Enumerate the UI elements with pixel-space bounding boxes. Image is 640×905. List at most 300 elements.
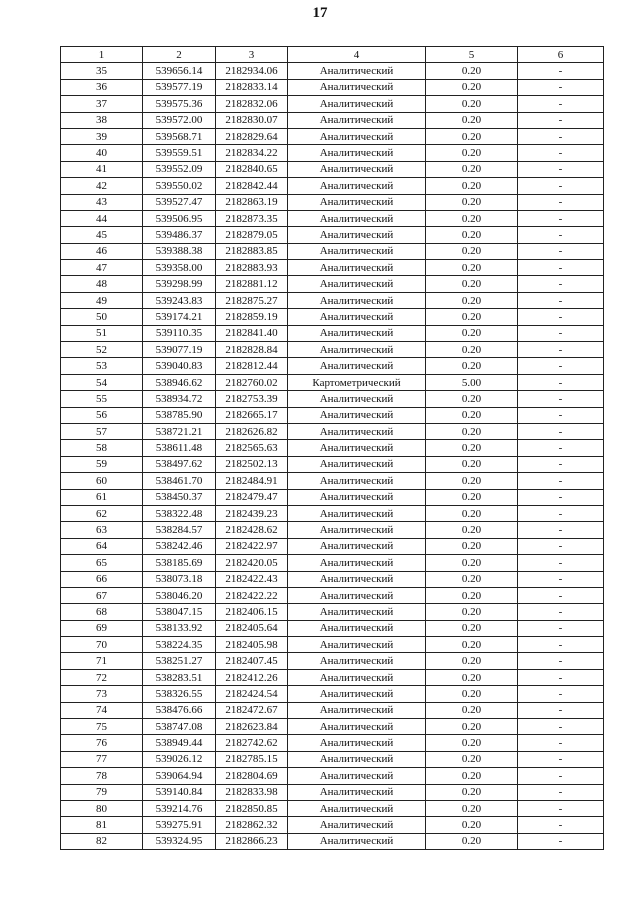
x-coordinate-cell: 539486.37 <box>143 227 216 243</box>
note-cell: - <box>518 440 604 456</box>
x-coordinate-cell: 538224.35 <box>143 637 216 653</box>
accuracy-cell: 0.20 <box>426 686 518 702</box>
note-cell: - <box>518 325 604 341</box>
table-row <box>61 522 604 538</box>
note-cell: - <box>518 128 604 144</box>
table-body <box>61 63 604 850</box>
x-coordinate-cell: 539110.35 <box>143 325 216 341</box>
y-coordinate-cell: 2182407.45 <box>216 653 288 669</box>
note-cell: - <box>518 391 604 407</box>
x-coordinate-cell: 539298.99 <box>143 276 216 292</box>
note-cell: - <box>518 292 604 308</box>
y-coordinate-cell: 2182405.98 <box>216 637 288 653</box>
accuracy-cell: 0.20 <box>426 210 518 226</box>
table-row <box>61 96 604 112</box>
accuracy-cell: 0.20 <box>426 325 518 341</box>
y-coordinate-cell: 2182665.17 <box>216 407 288 423</box>
accuracy-cell: 0.20 <box>426 194 518 210</box>
point-number-cell: 66 <box>61 571 143 587</box>
page-number: 17 <box>312 5 328 21</box>
table-row <box>61 833 604 849</box>
table-row <box>61 325 604 341</box>
accuracy-cell: 0.20 <box>426 833 518 849</box>
table-row <box>61 702 604 718</box>
y-coordinate-cell: 2182840.65 <box>216 161 288 177</box>
x-coordinate-cell: 539358.00 <box>143 260 216 276</box>
accuracy-cell: 0.20 <box>426 423 518 439</box>
method-cell: Аналитический <box>288 522 426 538</box>
point-number-cell: 35 <box>61 63 143 79</box>
table-row <box>61 587 604 603</box>
x-coordinate-cell: 539275.91 <box>143 817 216 833</box>
point-number-cell: 42 <box>61 178 143 194</box>
method-cell: Аналитический <box>288 243 426 259</box>
accuracy-cell: 0.20 <box>426 260 518 276</box>
column-header: 2 <box>143 47 216 63</box>
method-cell: Аналитический <box>288 768 426 784</box>
x-coordinate-cell: 539656.14 <box>143 63 216 79</box>
method-cell: Аналитический <box>288 440 426 456</box>
accuracy-cell: 0.20 <box>426 63 518 79</box>
point-number-cell: 43 <box>61 194 143 210</box>
y-coordinate-cell: 2182565.63 <box>216 440 288 456</box>
method-cell: Аналитический <box>288 96 426 112</box>
note-cell: - <box>518 423 604 439</box>
point-number-cell: 61 <box>61 489 143 505</box>
column-header: 5 <box>426 47 518 63</box>
table-row <box>61 276 604 292</box>
method-cell: Аналитический <box>288 292 426 308</box>
x-coordinate-cell: 538322.48 <box>143 505 216 521</box>
accuracy-cell: 0.20 <box>426 505 518 521</box>
y-coordinate-cell: 2182832.06 <box>216 96 288 112</box>
point-number-cell: 75 <box>61 719 143 735</box>
table-row <box>61 342 604 358</box>
y-coordinate-cell: 2182934.06 <box>216 63 288 79</box>
y-coordinate-cell: 2182428.62 <box>216 522 288 538</box>
x-coordinate-cell: 538497.62 <box>143 456 216 472</box>
table-row <box>61 210 604 226</box>
x-coordinate-cell: 538047.15 <box>143 604 216 620</box>
y-coordinate-cell: 2182420.05 <box>216 555 288 571</box>
y-coordinate-cell: 2182830.07 <box>216 112 288 128</box>
table-row <box>61 292 604 308</box>
accuracy-cell: 0.20 <box>426 456 518 472</box>
y-coordinate-cell: 2182879.05 <box>216 227 288 243</box>
table-row <box>61 751 604 767</box>
method-cell: Аналитический <box>288 653 426 669</box>
table-row <box>61 784 604 800</box>
note-cell: - <box>518 210 604 226</box>
table-row <box>61 374 604 390</box>
note-cell: - <box>518 309 604 325</box>
point-number-cell: 62 <box>61 505 143 521</box>
y-coordinate-cell: 2182812.44 <box>216 358 288 374</box>
y-coordinate-cell: 2182484.91 <box>216 473 288 489</box>
point-number-cell: 70 <box>61 637 143 653</box>
x-coordinate-cell: 539552.09 <box>143 161 216 177</box>
point-number-cell: 58 <box>61 440 143 456</box>
x-coordinate-cell: 538785.90 <box>143 407 216 423</box>
y-coordinate-cell: 2182834.22 <box>216 145 288 161</box>
y-coordinate-cell: 2182881.12 <box>216 276 288 292</box>
point-number-cell: 53 <box>61 358 143 374</box>
method-cell: Аналитический <box>288 587 426 603</box>
note-cell: - <box>518 276 604 292</box>
method-cell: Аналитический <box>288 342 426 358</box>
y-coordinate-cell: 2182841.40 <box>216 325 288 341</box>
y-coordinate-cell: 2182875.27 <box>216 292 288 308</box>
point-number-cell: 47 <box>61 260 143 276</box>
x-coordinate-cell: 539140.84 <box>143 784 216 800</box>
method-cell: Аналитический <box>288 555 426 571</box>
y-coordinate-cell: 2182828.84 <box>216 342 288 358</box>
accuracy-cell: 0.20 <box>426 719 518 735</box>
table-row <box>61 768 604 784</box>
note-cell: - <box>518 571 604 587</box>
point-number-cell: 81 <box>61 817 143 833</box>
x-coordinate-cell: 538133.92 <box>143 620 216 636</box>
accuracy-cell: 0.20 <box>426 604 518 620</box>
accuracy-cell: 0.20 <box>426 292 518 308</box>
method-cell: Аналитический <box>288 833 426 849</box>
method-cell: Аналитический <box>288 210 426 226</box>
x-coordinate-cell: 539243.83 <box>143 292 216 308</box>
note-cell: - <box>518 817 604 833</box>
y-coordinate-cell: 2182863.19 <box>216 194 288 210</box>
method-cell: Аналитический <box>288 620 426 636</box>
method-cell: Аналитический <box>288 358 426 374</box>
x-coordinate-cell: 539575.36 <box>143 96 216 112</box>
point-number-cell: 76 <box>61 735 143 751</box>
accuracy-cell: 0.20 <box>426 145 518 161</box>
method-cell: Аналитический <box>288 423 426 439</box>
method-cell: Аналитический <box>288 702 426 718</box>
method-cell: Аналитический <box>288 276 426 292</box>
x-coordinate-cell: 539174.21 <box>143 309 216 325</box>
y-coordinate-cell: 2182760.02 <box>216 374 288 390</box>
method-cell: Аналитический <box>288 735 426 751</box>
y-coordinate-cell: 2182859.19 <box>216 309 288 325</box>
method-cell: Аналитический <box>288 538 426 554</box>
table-row <box>61 637 604 653</box>
table-row <box>61 145 604 161</box>
y-coordinate-cell: 2182850.85 <box>216 800 288 816</box>
table-row <box>61 800 604 816</box>
note-cell: - <box>518 407 604 423</box>
accuracy-cell: 0.20 <box>426 309 518 325</box>
note-cell: - <box>518 243 604 259</box>
accuracy-cell: 0.20 <box>426 243 518 259</box>
table-row <box>61 456 604 472</box>
note-cell: - <box>518 784 604 800</box>
x-coordinate-cell: 539572.00 <box>143 112 216 128</box>
y-coordinate-cell: 2182412.26 <box>216 669 288 685</box>
accuracy-cell: 0.20 <box>426 637 518 653</box>
note-cell: - <box>518 522 604 538</box>
method-cell: Аналитический <box>288 145 426 161</box>
coordinates-table <box>60 46 604 850</box>
point-number-cell: 41 <box>61 161 143 177</box>
method-cell: Аналитический <box>288 686 426 702</box>
method-cell: Аналитический <box>288 112 426 128</box>
point-number-cell: 40 <box>61 145 143 161</box>
note-cell: - <box>518 342 604 358</box>
method-cell: Аналитический <box>288 505 426 521</box>
x-coordinate-cell: 538461.70 <box>143 473 216 489</box>
method-cell: Картометрический <box>288 374 426 390</box>
y-coordinate-cell: 2182833.98 <box>216 784 288 800</box>
x-coordinate-cell: 538242.46 <box>143 538 216 554</box>
note-cell: - <box>518 489 604 505</box>
method-cell: Аналитический <box>288 227 426 243</box>
point-number-cell: 63 <box>61 522 143 538</box>
point-number-cell: 78 <box>61 768 143 784</box>
method-cell: Аналитический <box>288 751 426 767</box>
note-cell: - <box>518 637 604 653</box>
table-row <box>61 112 604 128</box>
point-number-cell: 64 <box>61 538 143 554</box>
accuracy-cell: 0.20 <box>426 587 518 603</box>
table-header <box>61 47 604 63</box>
x-coordinate-cell: 538283.51 <box>143 669 216 685</box>
y-coordinate-cell: 2182883.93 <box>216 260 288 276</box>
table-row <box>61 440 604 456</box>
method-cell: Аналитический <box>288 178 426 194</box>
table-row <box>61 604 604 620</box>
accuracy-cell: 0.20 <box>426 555 518 571</box>
point-number-cell: 54 <box>61 374 143 390</box>
y-coordinate-cell: 2182883.85 <box>216 243 288 259</box>
column-header: 4 <box>288 47 426 63</box>
table-row <box>61 473 604 489</box>
point-number-cell: 72 <box>61 669 143 685</box>
table-row <box>61 669 604 685</box>
x-coordinate-cell: 538946.62 <box>143 374 216 390</box>
accuracy-cell: 0.20 <box>426 473 518 489</box>
x-coordinate-cell: 538046.20 <box>143 587 216 603</box>
note-cell: - <box>518 473 604 489</box>
point-number-cell: 39 <box>61 128 143 144</box>
y-coordinate-cell: 2182439.23 <box>216 505 288 521</box>
x-coordinate-cell: 538747.08 <box>143 719 216 735</box>
y-coordinate-cell: 2182405.64 <box>216 620 288 636</box>
table-row <box>61 128 604 144</box>
point-number-cell: 46 <box>61 243 143 259</box>
point-number-cell: 71 <box>61 653 143 669</box>
column-header: 3 <box>216 47 288 63</box>
note-cell: - <box>518 587 604 603</box>
method-cell: Аналитический <box>288 669 426 685</box>
accuracy-cell: 0.20 <box>426 784 518 800</box>
point-number-cell: 82 <box>61 833 143 849</box>
table-row <box>61 620 604 636</box>
table-row <box>61 194 604 210</box>
table-row <box>61 358 604 374</box>
note-cell: - <box>518 686 604 702</box>
x-coordinate-cell: 538949.44 <box>143 735 216 751</box>
y-coordinate-cell: 2182479.47 <box>216 489 288 505</box>
point-number-cell: 67 <box>61 587 143 603</box>
y-coordinate-cell: 2182833.14 <box>216 79 288 95</box>
y-coordinate-cell: 2182753.39 <box>216 391 288 407</box>
point-number-cell: 80 <box>61 800 143 816</box>
note-cell: - <box>518 768 604 784</box>
note-cell: - <box>518 800 604 816</box>
note-cell: - <box>518 604 604 620</box>
point-number-cell: 49 <box>61 292 143 308</box>
method-cell: Аналитический <box>288 194 426 210</box>
accuracy-cell: 0.20 <box>426 702 518 718</box>
y-coordinate-cell: 2182424.54 <box>216 686 288 702</box>
accuracy-cell: 0.20 <box>426 358 518 374</box>
y-coordinate-cell: 2182626.82 <box>216 423 288 439</box>
accuracy-cell: 0.20 <box>426 227 518 243</box>
point-number-cell: 65 <box>61 555 143 571</box>
note-cell: - <box>518 260 604 276</box>
note-cell: - <box>518 358 604 374</box>
note-cell: - <box>518 735 604 751</box>
note-cell: - <box>518 96 604 112</box>
point-number-cell: 56 <box>61 407 143 423</box>
accuracy-cell: 0.20 <box>426 342 518 358</box>
table-row <box>61 243 604 259</box>
table-row <box>61 407 604 423</box>
table-row <box>61 817 604 833</box>
note-cell: - <box>518 719 604 735</box>
x-coordinate-cell: 539527.47 <box>143 194 216 210</box>
point-number-cell: 68 <box>61 604 143 620</box>
method-cell: Аналитический <box>288 604 426 620</box>
point-number-cell: 79 <box>61 784 143 800</box>
y-coordinate-cell: 2182866.23 <box>216 833 288 849</box>
accuracy-cell: 0.20 <box>426 161 518 177</box>
method-cell: Аналитический <box>288 407 426 423</box>
x-coordinate-cell: 538476.66 <box>143 702 216 718</box>
x-coordinate-cell: 539550.02 <box>143 178 216 194</box>
y-coordinate-cell: 2182742.62 <box>216 735 288 751</box>
note-cell: - <box>518 653 604 669</box>
point-number-cell: 51 <box>61 325 143 341</box>
point-number-cell: 69 <box>61 620 143 636</box>
note-cell: - <box>518 620 604 636</box>
table-row <box>61 505 604 521</box>
point-number-cell: 55 <box>61 391 143 407</box>
method-cell: Аналитический <box>288 128 426 144</box>
accuracy-cell: 0.20 <box>426 489 518 505</box>
note-cell: - <box>518 178 604 194</box>
accuracy-cell: 0.20 <box>426 571 518 587</box>
x-coordinate-cell: 539040.83 <box>143 358 216 374</box>
note-cell: - <box>518 456 604 472</box>
accuracy-cell: 0.20 <box>426 112 518 128</box>
x-coordinate-cell: 539559.51 <box>143 145 216 161</box>
table-row <box>61 227 604 243</box>
note-cell: - <box>518 751 604 767</box>
note-cell: - <box>518 79 604 95</box>
point-number-cell: 73 <box>61 686 143 702</box>
y-coordinate-cell: 2182422.97 <box>216 538 288 554</box>
method-cell: Аналитический <box>288 161 426 177</box>
table-row <box>61 309 604 325</box>
method-cell: Аналитический <box>288 63 426 79</box>
note-cell: - <box>518 145 604 161</box>
point-number-cell: 48 <box>61 276 143 292</box>
accuracy-cell: 0.20 <box>426 800 518 816</box>
x-coordinate-cell: 539026.12 <box>143 751 216 767</box>
accuracy-cell: 0.20 <box>426 653 518 669</box>
point-number-cell: 77 <box>61 751 143 767</box>
accuracy-cell: 0.20 <box>426 276 518 292</box>
method-cell: Аналитический <box>288 456 426 472</box>
table-row <box>61 571 604 587</box>
point-number-cell: 38 <box>61 112 143 128</box>
method-cell: Аналитический <box>288 391 426 407</box>
x-coordinate-cell: 538185.69 <box>143 555 216 571</box>
note-cell: - <box>518 227 604 243</box>
method-cell: Аналитический <box>288 473 426 489</box>
y-coordinate-cell: 2182785.15 <box>216 751 288 767</box>
x-coordinate-cell: 539568.71 <box>143 128 216 144</box>
accuracy-cell: 0.20 <box>426 735 518 751</box>
note-cell: - <box>518 555 604 571</box>
method-cell: Аналитический <box>288 719 426 735</box>
x-coordinate-cell: 538721.21 <box>143 423 216 439</box>
table-row <box>61 79 604 95</box>
y-coordinate-cell: 2182829.64 <box>216 128 288 144</box>
accuracy-cell: 0.20 <box>426 817 518 833</box>
y-coordinate-cell: 2182804.69 <box>216 768 288 784</box>
note-cell: - <box>518 702 604 718</box>
method-cell: Аналитический <box>288 637 426 653</box>
x-coordinate-cell: 539577.19 <box>143 79 216 95</box>
method-cell: Аналитический <box>288 79 426 95</box>
x-coordinate-cell: 538934.72 <box>143 391 216 407</box>
y-coordinate-cell: 2182422.43 <box>216 571 288 587</box>
table-row <box>61 555 604 571</box>
column-header: 1 <box>61 47 143 63</box>
point-number-cell: 52 <box>61 342 143 358</box>
x-coordinate-cell: 538284.57 <box>143 522 216 538</box>
accuracy-cell: 0.20 <box>426 128 518 144</box>
accuracy-cell: 0.20 <box>426 751 518 767</box>
point-number-cell: 50 <box>61 309 143 325</box>
table-row <box>61 260 604 276</box>
method-cell: Аналитический <box>288 489 426 505</box>
x-coordinate-cell: 539506.95 <box>143 210 216 226</box>
y-coordinate-cell: 2182842.44 <box>216 178 288 194</box>
x-coordinate-cell: 539388.38 <box>143 243 216 259</box>
method-cell: Аналитический <box>288 325 426 341</box>
table-row <box>61 735 604 751</box>
x-coordinate-cell: 538073.18 <box>143 571 216 587</box>
note-cell: - <box>518 538 604 554</box>
x-coordinate-cell: 539077.19 <box>143 342 216 358</box>
header-row <box>61 47 604 63</box>
accuracy-cell: 0.20 <box>426 440 518 456</box>
note-cell: - <box>518 669 604 685</box>
method-cell: Аналитический <box>288 309 426 325</box>
accuracy-cell: 0.20 <box>426 391 518 407</box>
point-number-cell: 60 <box>61 473 143 489</box>
accuracy-cell: 0.20 <box>426 768 518 784</box>
accuracy-cell: 0.20 <box>426 669 518 685</box>
y-coordinate-cell: 2182406.15 <box>216 604 288 620</box>
table-row <box>61 653 604 669</box>
method-cell: Аналитический <box>288 260 426 276</box>
x-coordinate-cell: 538611.48 <box>143 440 216 456</box>
accuracy-cell: 0.20 <box>426 178 518 194</box>
